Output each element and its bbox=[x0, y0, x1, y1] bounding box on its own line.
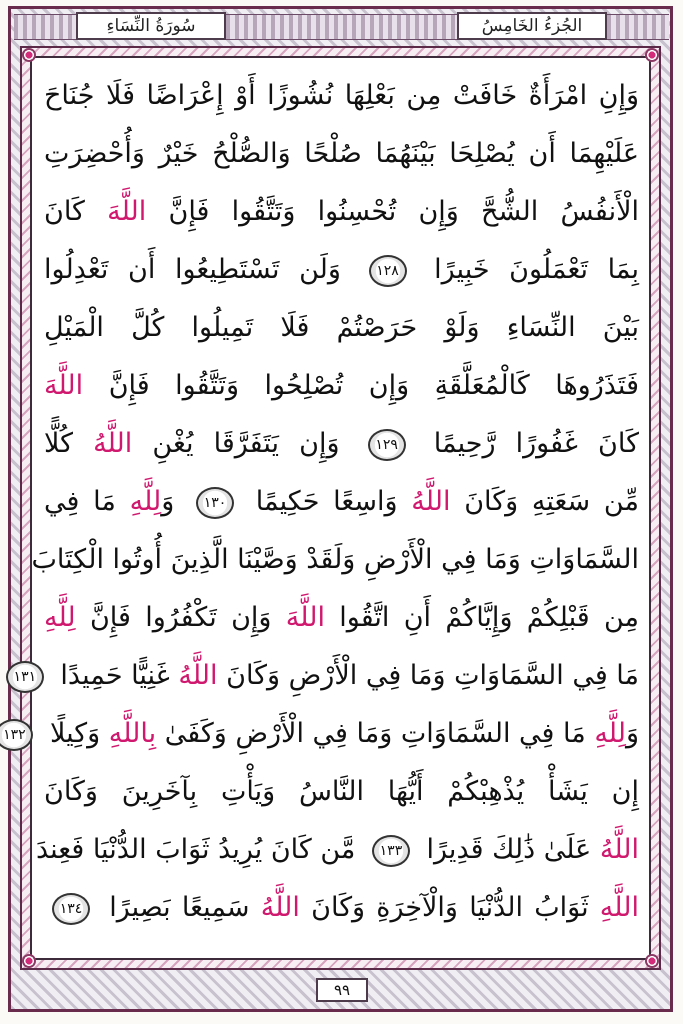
line-text: وَكِيلًا bbox=[50, 718, 101, 749]
line-text: كَانَ غَفُورًا رَّحِيمًا bbox=[433, 428, 639, 459]
verse-line bbox=[44, 588, 639, 648]
divine-name: اللَّهَ bbox=[44, 370, 84, 401]
line-text: مَا فِي bbox=[44, 486, 116, 517]
line-text: وَ bbox=[161, 486, 175, 517]
verse-line bbox=[44, 66, 639, 126]
line-text: عَلَىٰ ذَٰلِكَ قَدِيرًا bbox=[426, 834, 592, 865]
line-text: سَمِيعًا بَصِيرًا bbox=[109, 892, 250, 923]
line-text: مِّن سَعَتِهِ وَكَانَ bbox=[464, 486, 639, 517]
page-number: ٩٩ bbox=[333, 981, 351, 999]
line-text: عَلَيْهِمَا أَن يُصْلِحَا بَيْنَهُمَا صُلْحًا وَالصُّلْحُ خَيْرٌ وَأُحْضِرَتِ bbox=[44, 138, 639, 169]
line-text: كُلًّا bbox=[44, 428, 73, 459]
line-text: بَيْنَ النِّسَاءِ وَلَوْ حَرَصْتُمْ فَلَا تَمِيلُوا كُلَّ الْمَيْلِ bbox=[44, 312, 639, 343]
line-text: مَا فِي السَّمَاوَاتِ وَمَا فِي الْأَرْضِ وَكَانَ bbox=[226, 660, 639, 691]
surah-name: سُورَةُ النِّسَاءِ bbox=[106, 16, 196, 36]
verse-line bbox=[44, 472, 639, 532]
line-text: غَنِيًّا حَمِيدًا bbox=[60, 660, 170, 691]
ayah-number-marker: ١٣٢ bbox=[0, 719, 33, 751]
divine-name: اللَّهُ bbox=[411, 486, 451, 517]
corner-flower-icon bbox=[645, 48, 659, 62]
verse-line bbox=[3, 704, 639, 764]
verse-line bbox=[35, 820, 639, 880]
divine-name: لِلَّهِ bbox=[129, 486, 162, 517]
verse-line bbox=[13, 646, 639, 706]
ayah-number-marker: ١٢٩ bbox=[368, 429, 406, 461]
ayah-number-marker: ١٣٤ bbox=[52, 893, 90, 925]
juz-name-header bbox=[457, 12, 607, 40]
corner-flower-icon bbox=[22, 954, 36, 968]
line-text: ثَوَابُ الدُّنْيَا وَالْآخِرَةِ وَكَانَ bbox=[311, 892, 589, 923]
verse-line bbox=[44, 414, 639, 474]
divine-name: اللَّهُ bbox=[599, 834, 639, 865]
ayah-number-marker: ١٣٠ bbox=[196, 487, 234, 519]
line-text: بِمَا تَعْمَلُونَ خَبِيرًا bbox=[434, 254, 639, 285]
page-number-box bbox=[316, 978, 368, 1002]
header-ornament bbox=[226, 14, 457, 40]
divine-name: اللَّهَ bbox=[107, 196, 147, 227]
line-text: السَّمَاوَاتِ وَمَا فِي الْأَرْضِ وَلَقَدْ وَصَّيْنَا الَّذِينَ أُوتُوا الْكِتَابَ bbox=[31, 544, 639, 575]
verse-line bbox=[44, 124, 639, 184]
ayah-number-marker: ١٢٨ bbox=[369, 255, 407, 287]
line-text: وَلَن تَسْتَطِيعُوا أَن تَعْدِلُوا bbox=[44, 254, 341, 285]
line-text: وَإِن يَتَفَرَّقَا يُغْنِ bbox=[152, 428, 340, 459]
verse-line bbox=[44, 762, 639, 822]
line-text: وَ bbox=[625, 718, 639, 749]
divine-name: لِلَّهِ bbox=[44, 602, 76, 633]
line-text: إِن يَشَأْ يُذْهِبْكُمْ أَيُّهَا النَّاسُ وَيَأْتِ بِآخَرِينَ وَكَانَ bbox=[44, 776, 639, 807]
corner-flower-icon bbox=[22, 48, 36, 62]
verse-line bbox=[44, 298, 639, 358]
verse-line bbox=[44, 182, 639, 242]
line-text: كَانَ bbox=[44, 196, 85, 227]
divine-name: اللَّهِ bbox=[599, 892, 639, 923]
verse-line bbox=[44, 240, 639, 300]
line-text: مَّن كَانَ يُرِيدُ ثَوَابَ الدُّنْيَا فَعِندَ bbox=[35, 834, 356, 865]
line-text: الْأَنفُسُ الشُّحَّ وَإِن تُحْسِنُوا وَتَتَّقُوا فَإِنَّ bbox=[168, 196, 639, 227]
line-text: وَاسِعًا حَكِيمًا bbox=[255, 486, 398, 517]
ayah-number-marker: ١٣١ bbox=[6, 661, 44, 693]
juz-name: الجُزءُ الخَامِسُ bbox=[481, 16, 583, 36]
line-text: مِن قَبْلِكُمْ وَإِيَّاكُمْ أَنِ اتَّقُوا bbox=[339, 602, 640, 633]
divine-name: بِاللَّهِ bbox=[108, 718, 157, 749]
header-ornament bbox=[607, 14, 669, 40]
header-ornament bbox=[14, 14, 76, 40]
verses-text-area bbox=[3, 66, 640, 946]
line-text: وَإِن تَكْفُرُوا فَإِنَّ bbox=[89, 602, 272, 633]
line-text: فَتَذَرُوهَا كَالْمُعَلَّقَةِ وَإِن تُصْلِحُوا وَتَتَّقُوا فَإِنَّ bbox=[108, 370, 639, 401]
divine-name: اللَّهُ bbox=[178, 660, 218, 691]
line-text: مَا فِي السَّمَاوَاتِ وَمَا فِي الْأَرْضِ وَكَفَىٰ bbox=[164, 718, 586, 749]
divine-name: اللَّهُ bbox=[260, 892, 300, 923]
divine-name: لِلَّهِ bbox=[594, 718, 626, 749]
ayah-number-marker: ١٣٣ bbox=[372, 835, 410, 867]
divine-name: اللَّهَ bbox=[285, 602, 325, 633]
verse-line bbox=[44, 878, 639, 938]
surah-name-header bbox=[76, 12, 226, 40]
line-text: وَإِنِ امْرَأَةٌ خَافَتْ مِن بَعْلِهَا نُشُوزًا أَوْ إِعْرَاضًا فَلَا جُنَاحَ bbox=[44, 80, 639, 111]
verse-line bbox=[44, 356, 639, 416]
corner-flower-icon bbox=[645, 954, 659, 968]
divine-name: اللَّهُ bbox=[93, 428, 133, 459]
verse-line bbox=[31, 530, 639, 590]
